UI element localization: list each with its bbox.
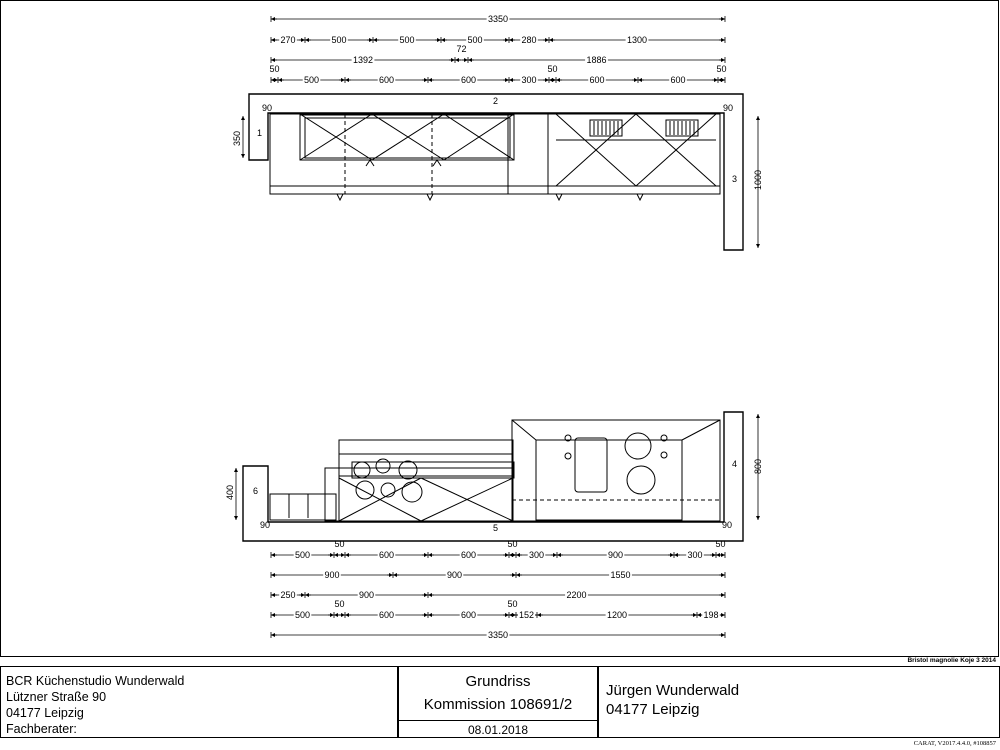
wall-thickness-label: 90 (260, 520, 271, 530)
dimension-label: 300 (528, 550, 545, 560)
dimension-label: 50 (547, 64, 558, 74)
dimension-label: 198 (703, 610, 719, 620)
dimension-label: 300 (521, 75, 537, 85)
dimension-label: 600 (670, 75, 686, 85)
wall-number-5: 5 (493, 523, 499, 533)
plan-info-block (398, 666, 598, 738)
dim-right-wall-bottom: 800 (753, 458, 763, 474)
dimension-label: 3350 (487, 14, 509, 24)
dimension-label: 50 (507, 599, 518, 609)
dimension-label: 1200 (606, 610, 628, 620)
dim-right-wall-top: 1000 (753, 169, 763, 190)
plan-date: 08.01.2018 (399, 720, 597, 739)
dimension-label: 50 (507, 539, 518, 549)
dimension-label: 500 (294, 610, 311, 620)
bottom-plan (243, 412, 743, 541)
dimension-label: 1550 (610, 570, 631, 580)
dimension-label: 900 (446, 570, 463, 580)
company-street: Lützner Straße 90 (6, 690, 107, 704)
dim-left-wall-bottom: 400 (225, 484, 235, 500)
wall-number-2: 2 (493, 96, 499, 106)
dimension-label: 500 (303, 75, 320, 85)
dimension-label: 2200 (566, 590, 587, 600)
dim-left-wall-top: 350 (232, 130, 242, 146)
company-block (0, 666, 398, 738)
dimension-label: 280 (521, 35, 537, 45)
dimension-label: 600 (378, 75, 395, 85)
wall-thickness-label: 90 (723, 103, 734, 113)
dimension-label: 600 (589, 75, 605, 85)
dimension-label: 600 (460, 75, 477, 85)
dimension-label: 300 (687, 550, 703, 560)
drawer-unit-left (270, 494, 336, 520)
customer-city: 04177 Leipzig (606, 701, 700, 718)
dimension-label: 900 (607, 550, 624, 560)
cabinet-left-top (270, 114, 548, 194)
dimension-label: 500 (331, 35, 347, 45)
dimension-label: 1886 (586, 55, 607, 65)
title-block (0, 666, 1000, 738)
dimension-label: 152 (518, 610, 535, 620)
wall-number-3: 3 (732, 174, 738, 184)
company-city: 04177 Leipzig (6, 706, 84, 720)
dimension-label: 3350 (487, 630, 509, 640)
dimension-label: 500 (399, 35, 415, 45)
dimension-label: 600 (460, 550, 477, 560)
dimension-label: 500 (467, 35, 483, 45)
dimension-label: 1392 (352, 55, 374, 65)
dimension-label: 250 (280, 590, 296, 600)
dimension-label: 600 (460, 610, 477, 620)
dimension-label: 50 (269, 64, 280, 74)
dimension-label: 600 (378, 610, 395, 620)
dimension-label: 900 (324, 570, 340, 580)
dimension-label: 50 (715, 539, 726, 549)
drawing-frame (1, 1, 999, 657)
dimension-label: 900 (358, 590, 375, 600)
dimension-label: 50 (334, 539, 345, 549)
dimension-label: 500 (294, 550, 311, 560)
top-plan (249, 94, 743, 250)
customer-block (598, 666, 1000, 738)
software-version-label: CARAT, V2017.4.4.0, #108857 (913, 740, 996, 747)
company-name: BCR Küchenstudio Wunderwald (6, 674, 185, 688)
wall-number-4: 4 (732, 459, 738, 469)
project-label: Bristol magnolie Koje 3 2014 (907, 657, 996, 664)
dimension-label: 72 (456, 44, 467, 54)
dimension-label: 50 (334, 599, 345, 609)
dimension-label: 270 (280, 35, 296, 45)
wall-1 (249, 94, 743, 250)
commission-number: Kommission 108691/2 (423, 696, 573, 713)
wall-thickness-label: 90 (722, 520, 733, 530)
dimension-label: 50 (716, 64, 727, 74)
wall-number-1: 1 (257, 128, 263, 138)
cooktop-bottom (536, 440, 682, 520)
wall-number-6: 6 (253, 486, 259, 496)
dimension-label: 1300 (626, 35, 648, 45)
advisor-label: Fachberater: (6, 722, 77, 736)
customer-name: Jürgen Wunderwald (606, 682, 740, 699)
plan-title: Grundriss (465, 673, 531, 690)
dimension-label: 600 (378, 550, 395, 560)
wall-thickness-label: 90 (262, 103, 273, 113)
